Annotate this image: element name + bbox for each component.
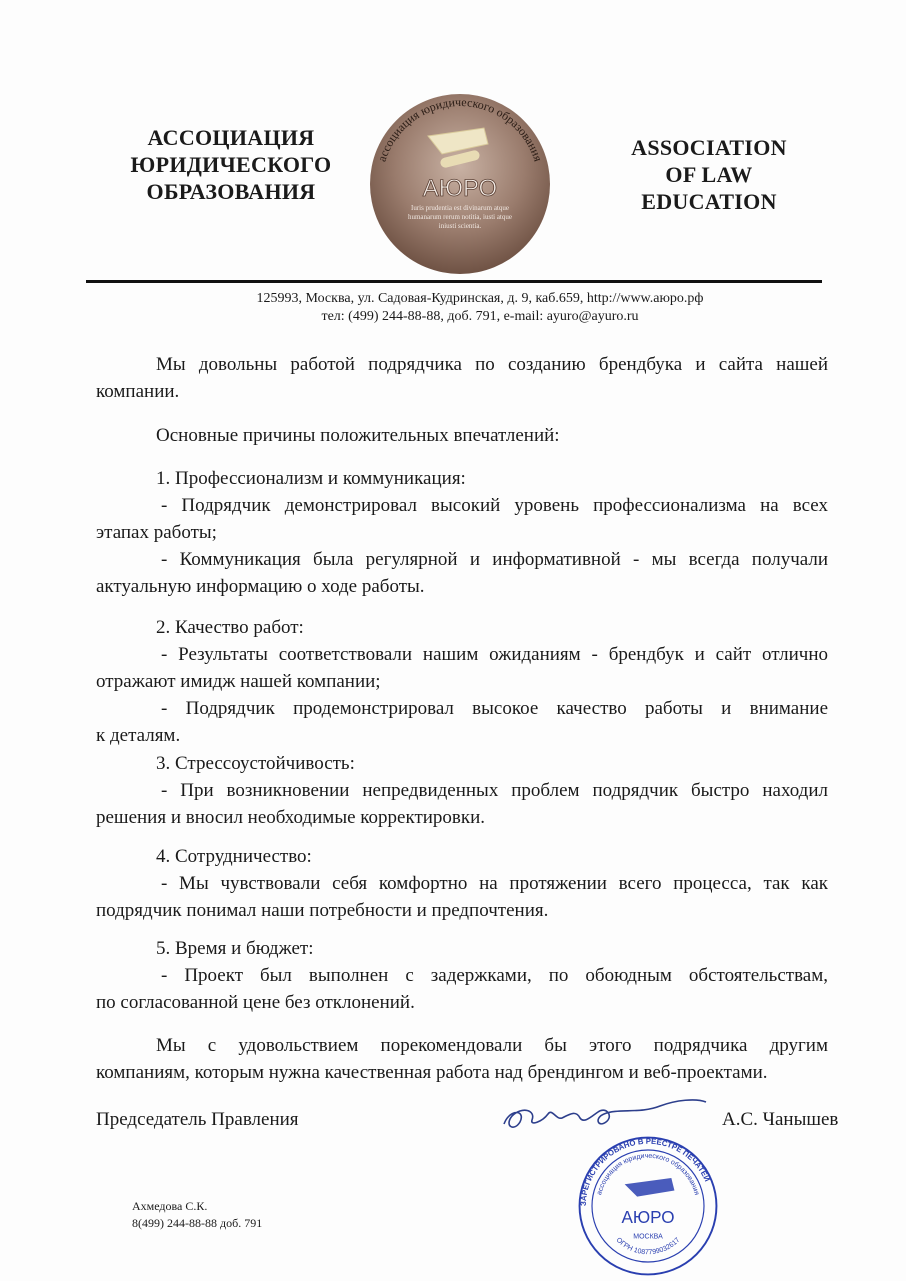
signatory-name: А.С. Чанышев — [722, 1109, 839, 1130]
reasons-heading — [96, 422, 828, 449]
reasons-heading-text: Основные причины положительных впечатлений: — [156, 425, 560, 446]
org-name-ru — [100, 124, 362, 205]
text-line: - Подрядчик демонстрировал высокий уровень профессионализма на всех — [161, 495, 828, 516]
section-cooperation — [96, 843, 828, 924]
section-title: 1. Профессионализм и коммуникация: — [156, 468, 466, 489]
text-line: подрядчик понимал наши потребности и предпочтения. — [96, 900, 549, 921]
logo-arc-text: ассоциация юридического образования — [374, 94, 546, 164]
text-line: - Проект был выполнен с задержками, по обоюдным обстоятельствам, — [161, 965, 828, 986]
section-title: 2. Качество работ: — [156, 617, 304, 638]
org-name-ru-line: ЮРИДИЧЕСКОГО — [130, 152, 332, 177]
section-title: 5. Время и бюджет: — [156, 938, 314, 959]
stamp-abbr: АЮРО — [621, 1208, 675, 1228]
text-line: - Результаты соответствовали нашим ожиданиям - брендбук и сайт отлично — [161, 644, 828, 665]
stamp-seal-icon — [578, 1136, 718, 1276]
section-time-budget — [96, 935, 828, 1016]
header-divider — [86, 280, 822, 283]
signatory-position: Председатель Правления — [96, 1109, 299, 1130]
section-quality — [96, 614, 828, 749]
text-line: - Коммуникация была регулярной и информативной - мы всегда получали — [161, 549, 828, 570]
logo-abbr: АЮРО — [422, 175, 498, 202]
closing-paragraph — [96, 1032, 828, 1086]
association-logo — [366, 92, 554, 276]
stamp-inner-text: ассоциация юридического образования — [596, 1152, 700, 1196]
text-line: по согласованной цене без отклонений. — [96, 992, 415, 1013]
stamp-ogrn: ОГРН 1087799032617 — [614, 1236, 682, 1257]
section-stress-resistance — [96, 750, 828, 831]
executor-name: Ахмедова С.К. — [132, 1199, 208, 1213]
section-title: 4. Сотрудничество: — [156, 846, 312, 867]
signature-icon — [500, 1094, 710, 1134]
text-line: компании. — [96, 381, 180, 402]
executor-phone: 8(499) 244-88-88 доб. 791 — [132, 1216, 263, 1230]
executor-info — [132, 1198, 262, 1232]
org-name-ru-line: АССОЦИАЦИЯ — [147, 125, 315, 150]
stamp-city: МОСКВА — [633, 1233, 663, 1241]
org-name-en-line: OF LAW — [665, 162, 753, 187]
org-name-ru-line: ОБРАЗОВАНИЯ — [146, 179, 316, 204]
stamp-outer-text: ЗАРЕГИСТРИРОВАНО В РЕЕСТРЕ ПЕЧАТЕЙ — [578, 1136, 712, 1207]
org-name-en — [598, 134, 820, 215]
org-name-en-line: ASSOCIATION — [631, 135, 787, 160]
address-line: 125993, Москва, ул. Садовая-Кудринская, д. 9, каб.659, http://www.аюро.рф — [256, 291, 704, 306]
logo-emblem-icon — [366, 92, 554, 276]
contact-line: тел: (499) 244-88-88, доб. 791, e-mail: ayuro@ayuro.ru — [321, 309, 639, 324]
handwritten-signature — [500, 1094, 710, 1134]
text-line: Мы довольны работой подрядчика по созданию брендбука и сайта нашей — [156, 354, 828, 375]
text-line: этапах работы; — [96, 522, 217, 543]
official-stamp — [578, 1136, 718, 1276]
section-professionalism — [96, 465, 828, 600]
text-line: - Подрядчик продемонстрировал высокое качество работы и внимание — [161, 698, 828, 719]
text-line: Мы с удовольствием порекомендовали бы этого подрядчика другим — [156, 1035, 828, 1056]
text-line: - Мы чувствовали себя комфортно на протяжении всего процесса, так как — [161, 873, 828, 894]
text-line: отражают имидж нашей компании; — [96, 671, 381, 692]
text-line: актуальную информацию о ходе работы. — [96, 576, 425, 597]
org-name-en-line: EDUCATION — [641, 189, 777, 214]
intro-paragraph — [96, 351, 828, 405]
text-line: компаниям, которым нужна качественная работа над брендингом и веб-проектами. — [96, 1062, 768, 1083]
text-line: к деталям. — [96, 725, 181, 746]
text-line: решения и вносил необходимые корректировки. — [96, 807, 486, 828]
section-title: 3. Стрессоустойчивость: — [156, 753, 355, 774]
text-line: - При возникновении непредвиденных проблем подрядчик быстро находил — [161, 780, 828, 801]
logo-motto: Iuris prudentia est divinarum atque humanarum rerum notitia, iusti atque iniusti scientia. — [407, 204, 512, 230]
